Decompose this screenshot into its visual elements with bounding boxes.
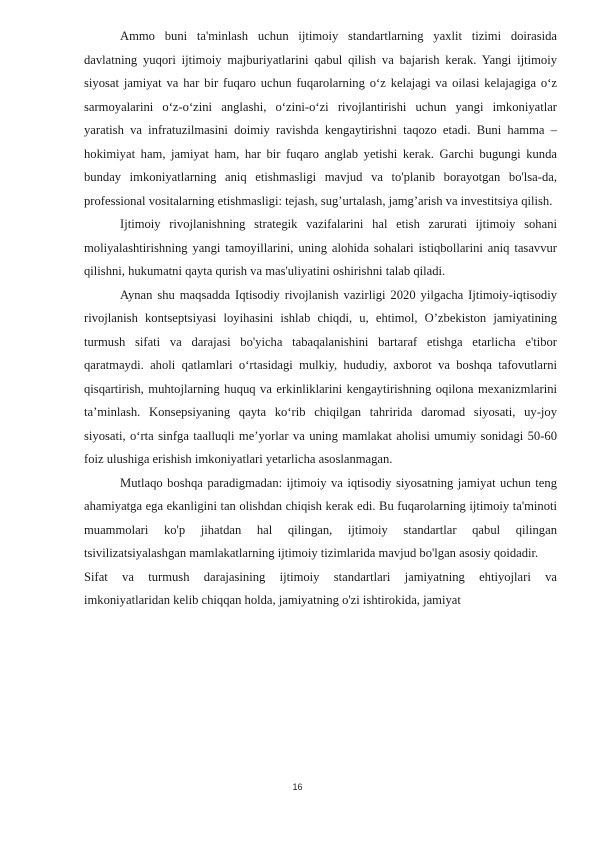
page-number: 16 (292, 782, 303, 792)
body-text (84, 25, 557, 613)
paragraph-2: Ijtimoiy rivojlanishning strategik vazifalarini hal etish zarurati ijtimoiy sohani moliyalashtirishning yangi tamoyillarini, uning alohida sohalari istiqbollarini aniq tasavvur qilishni, hukumatni qayta qurish va mas'uliyatini oshirishni talab qiladi. (84, 217, 557, 278)
paragraph-1: Ammo buni ta'minlash uchun ijtimoiy standartlarning yaxlit tizimi doirasida davlatning yuqori ijtimoiy majburiyatlarini qabul qilish va bajarish kerak. Yangi ijtimoiy siyosat jamiyat va har bir fuqaro uchun fuqarolarning o‘z kelajagi va oilasi kelajagiga o‘z sarmoyalarini o‘z-o‘zini anglashi, o‘zini-o‘zi rivojlantirishi uchun yangi imkoniyatlar yaratish va infratuzilmasini doimiy ravishda kengaytirishni taqozo etadi. Buni hamma – hokimiyat ham, jamiyat ham, har bir fuqaro anglab yetishi kerak. Garchi bugungi kunda bunday imkoniyatlarning aniq etishmasligi mavjud va to'planib borayotgan bo'lsa-da, professional vositalarning etishmasligi: tejash, sug’urtalash, jamg’arish va investitsiya qilish. (84, 29, 557, 208)
paragraph-4: Mutlaqo boshqa paradigmadan: ijtimoiy va iqtisodiy siyosatning jamiyat uchun teng ahamiyatga ega ekanligini tan olishdan chiqish kerak edi. Bu fuqarolarning ijtimoiy ta'minoti muammolari ko'p jihatdan hal qilingan, ijtimoiy standartlar qabul qilingan tsivilizatsiyalashgan mamlakatlarning ijtimoiy tizimlarida mavjud bo'lgan asosiy qoidadir. (84, 475, 557, 560)
paragraph-5: Sifat va turmush darajasining ijtimoiy standartlari jamiyatning ehtiyojlari va imkoniyatlaridan kelib chiqqan holda, jamiyatning o'zi ishtirokida, jamiyat (84, 569, 557, 607)
paragraph-3: Aynan shu maqsadda Iqtisodiy rivojlanish vazirligi 2020 yilgacha Ijtimoiy-iqtisodiy rivojlanish kontseptsiyasi loyihasini ishlab chiqdi, u, ehtimol, O’zbekiston jamiyatining turmush sifati va darajasi bo'yicha tabaqalanishini bartaraf etishga etarlicha e'tibor qaratmaydi. aholi qatlamlari o‘rtasidagi mulkiy, hududiy, axborot va boshqa tafovutlarni qisqartirish, muhtojlarning huquq va erkinliklarini kengaytirishning oqilona mexanizmlarini ta’minlash. Konsepsiyaning qayta ko‘rib chiqilgan tahririda daromad siyosati, uy-joy siyosati, o‘rta sinfga taalluqli me’yorlar va uning mamlakat aholisi umumiy sonidagi 50-60 foiz ulushiga erishish imkoniyatlari yetarlicha asoslanmagan. (84, 287, 557, 466)
